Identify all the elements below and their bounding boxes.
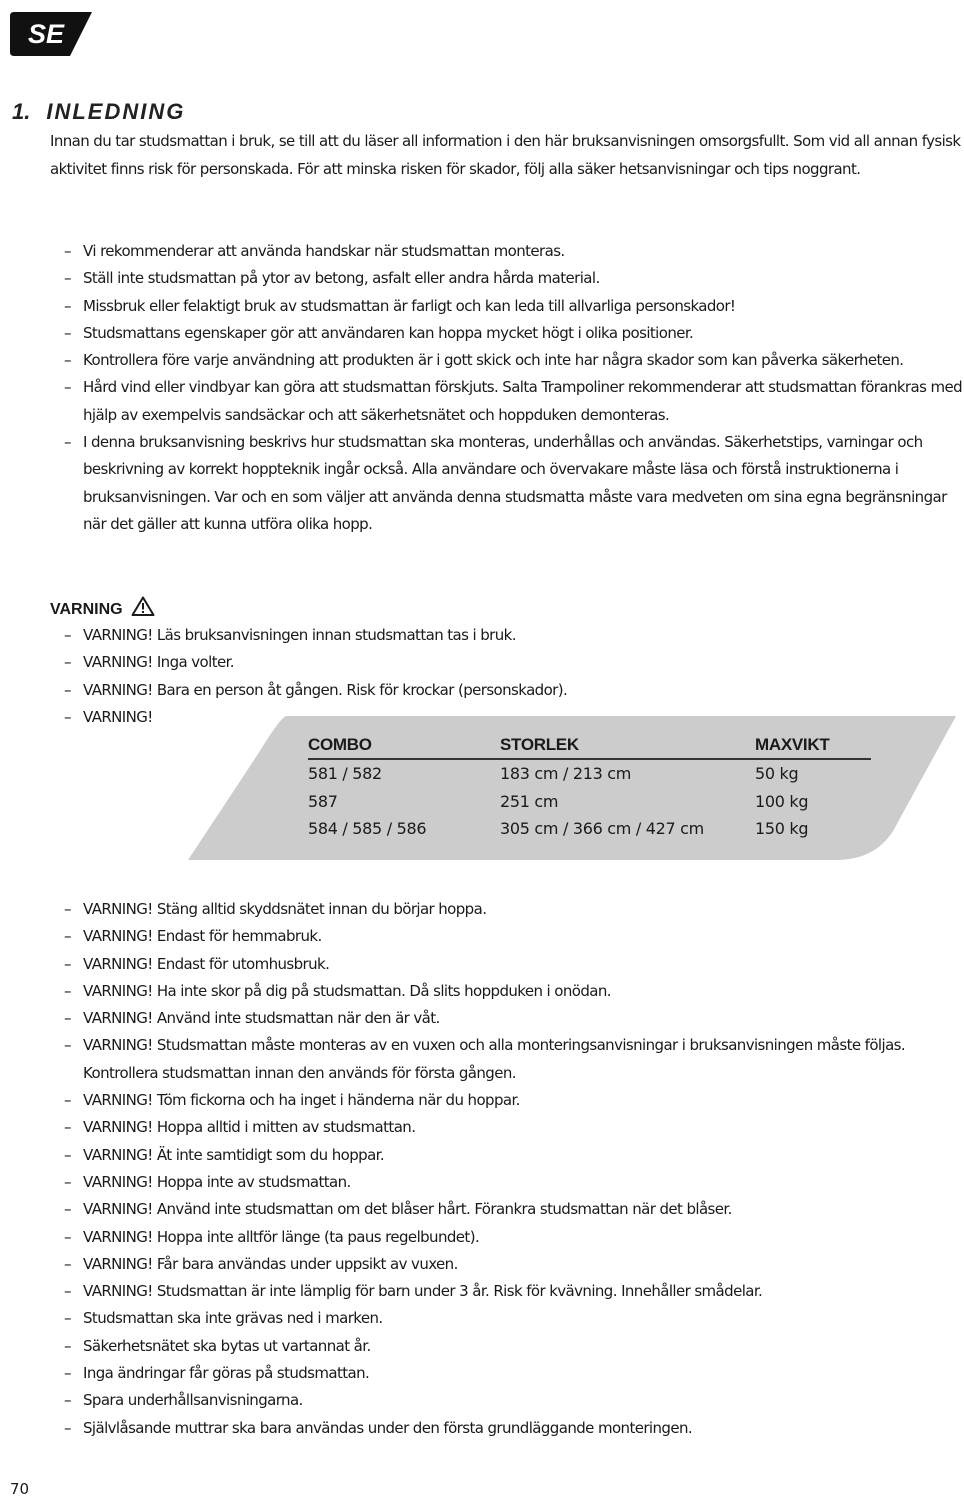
table-row — [308, 788, 871, 816]
header-size: STORLEK — [500, 731, 755, 759]
cell-size: 305 cm / 366 cm / 427 cm — [500, 819, 704, 839]
warning-list-bottom — [64, 896, 964, 1442]
header-combo: COMBO — [308, 731, 500, 759]
list-item: – VARNING! Hoppa alltid i mitten av studsmattan. — [64, 1114, 964, 1141]
section-heading — [12, 99, 185, 125]
list-item: – Studsmattan ska inte grävas ned i marken. — [64, 1305, 964, 1332]
list-item: – I denna bruksanvisning beskrivs hur studsmattan ska monteras, underhållas och användas. Säkerhetstips, varningar och beskrivning av korrekt hoppteknik ingår också. Alla användare och övervakare måste läsa och förstå instruktionerna i bruksanvisningen. Var och en som väljer att använda denna studsmatta måste vara medveten om sina egna begränsningar när det gäller att kunna utföra olika hopp. — [64, 429, 964, 538]
list-item: – Missbruk eller felaktigt bruk av studsmattan är farligt och kan leda till allvarliga personskador! — [64, 293, 964, 320]
list-item: – VARNING! Studsmattan är inte lämplig för barn under 3 år. Risk för kvävning. Innehåller smådelar. — [64, 1278, 964, 1305]
cell-max-weight: 150 kg — [755, 819, 809, 839]
list-item: – VARNING! Endast för hemmabruk. — [64, 923, 964, 950]
list-item: – VARNING! Endast för utomhusbruk. — [64, 951, 964, 978]
list-item: – Spara underhållsanvisningarna. — [64, 1387, 964, 1414]
list-item: – Hård vind eller vindbyar kan göra att studsmattan förskjuts. Salta Trampoliner rekommenderar att studsmattan förankras med hjälp av exempelvis sandsäckar och att säkerhetsnätet och hoppduken demonteras. — [64, 374, 964, 429]
list-item: – VARNING! Studsmattan måste monteras av en vuxen och alla monteringsanvisningar i bruksanvisningen måste följas. Kontrollera studsmattan innan den används för första gången. — [64, 1032, 964, 1087]
header-max-weight: MAXVIKT — [755, 731, 871, 759]
list-item: – Studsmattans egenskaper gör att användaren kan hoppa mycket högt i olika positioner. — [64, 320, 964, 347]
table-row — [308, 759, 871, 788]
language-badge — [10, 12, 94, 56]
page-number: 70 — [10, 1480, 30, 1498]
list-item: – VARNING! — [64, 704, 964, 731]
table-row — [308, 815, 871, 843]
list-item: – VARNING! Töm fickorna och ha inget i händerna när du hoppar. — [64, 1087, 964, 1114]
list-item: – Självlåsande muttrar ska bara användas under den första grundläggande monteringen. — [64, 1415, 964, 1442]
spec-table — [308, 731, 871, 843]
list-item: – Ställ inte studsmattan på ytor av betong, asfalt eller andra hårda material. — [64, 265, 964, 292]
cell-max-weight: 50 kg — [755, 764, 799, 784]
cell-max-weight: 100 kg — [755, 791, 809, 811]
list-item: – VARNING! Inga volter. — [64, 649, 964, 676]
list-item: – Vi rekommenderar att använda handskar när studsmattan monteras. — [64, 238, 964, 265]
spec-header-row — [308, 731, 871, 759]
list-item: – VARNING! Läs bruksanvisningen innan studsmattan tas i bruk. — [64, 622, 964, 649]
section-title: INLEDNING — [46, 99, 186, 124]
intro-paragraph: Innan du tar studsmattan i bruk, se till att du läser all information i den här bruksanvisningen omsorgsfullt. Som vid all annan fysisk aktivitet finns risk för personskada. För att minska risken för skador, följ alla säker hetsanvisningar och tips noggrant. — [50, 132, 961, 178]
list-item: – VARNING! Får bara användas under uppsikt av vuxen. — [64, 1251, 964, 1278]
list-item: – VARNING! Hoppa inte av studsmattan. — [64, 1169, 964, 1196]
list-item: – VARNING! Ha inte skor på dig på studsmattan. Då slits hoppduken i onödan. — [64, 978, 964, 1005]
list-item: – VARNING! Ät inte samtidigt som du hoppar. — [64, 1142, 964, 1169]
cell-size: 183 cm / 213 cm — [500, 764, 632, 784]
cell-size: 251 cm — [500, 791, 559, 811]
list-item: – VARNING! Stäng alltid skyddsnätet innan du börjar hoppa. — [64, 896, 964, 923]
general-safety-list — [64, 238, 964, 538]
cell-combo: 581 / 582 — [308, 764, 382, 784]
cell-combo: 587 — [308, 791, 338, 811]
list-item: – VARNING! Använd inte studsmattan när den är våt. — [64, 1005, 964, 1032]
warning-heading-text: VARNING — [50, 601, 123, 618]
list-item: – Inga ändringar får göras på studsmattan. — [64, 1360, 964, 1387]
list-item: – VARNING! Hoppa inte alltför länge (ta paus regelbundet). — [64, 1224, 964, 1251]
list-item: – VARNING! Använd inte studsmattan om det blåser hårt. Förankra studsmattan när det blåser. — [64, 1196, 964, 1223]
warning-heading — [50, 596, 155, 619]
warning-triangle-icon — [131, 596, 155, 616]
list-item: – Kontrollera före varje användning att produkten är i gott skick och inte har några skador som kan påverka säkerheten. — [64, 347, 964, 374]
section-number: 1. — [12, 99, 31, 124]
list-item: – Säkerhetsnätet ska bytas ut vartannat år. — [64, 1333, 964, 1360]
cell-combo: 584 / 585 / 586 — [308, 819, 427, 839]
list-item: – VARNING! Bara en person åt gången. Risk för krockar (personskador). — [64, 677, 964, 704]
language-code: SE — [28, 19, 65, 49]
